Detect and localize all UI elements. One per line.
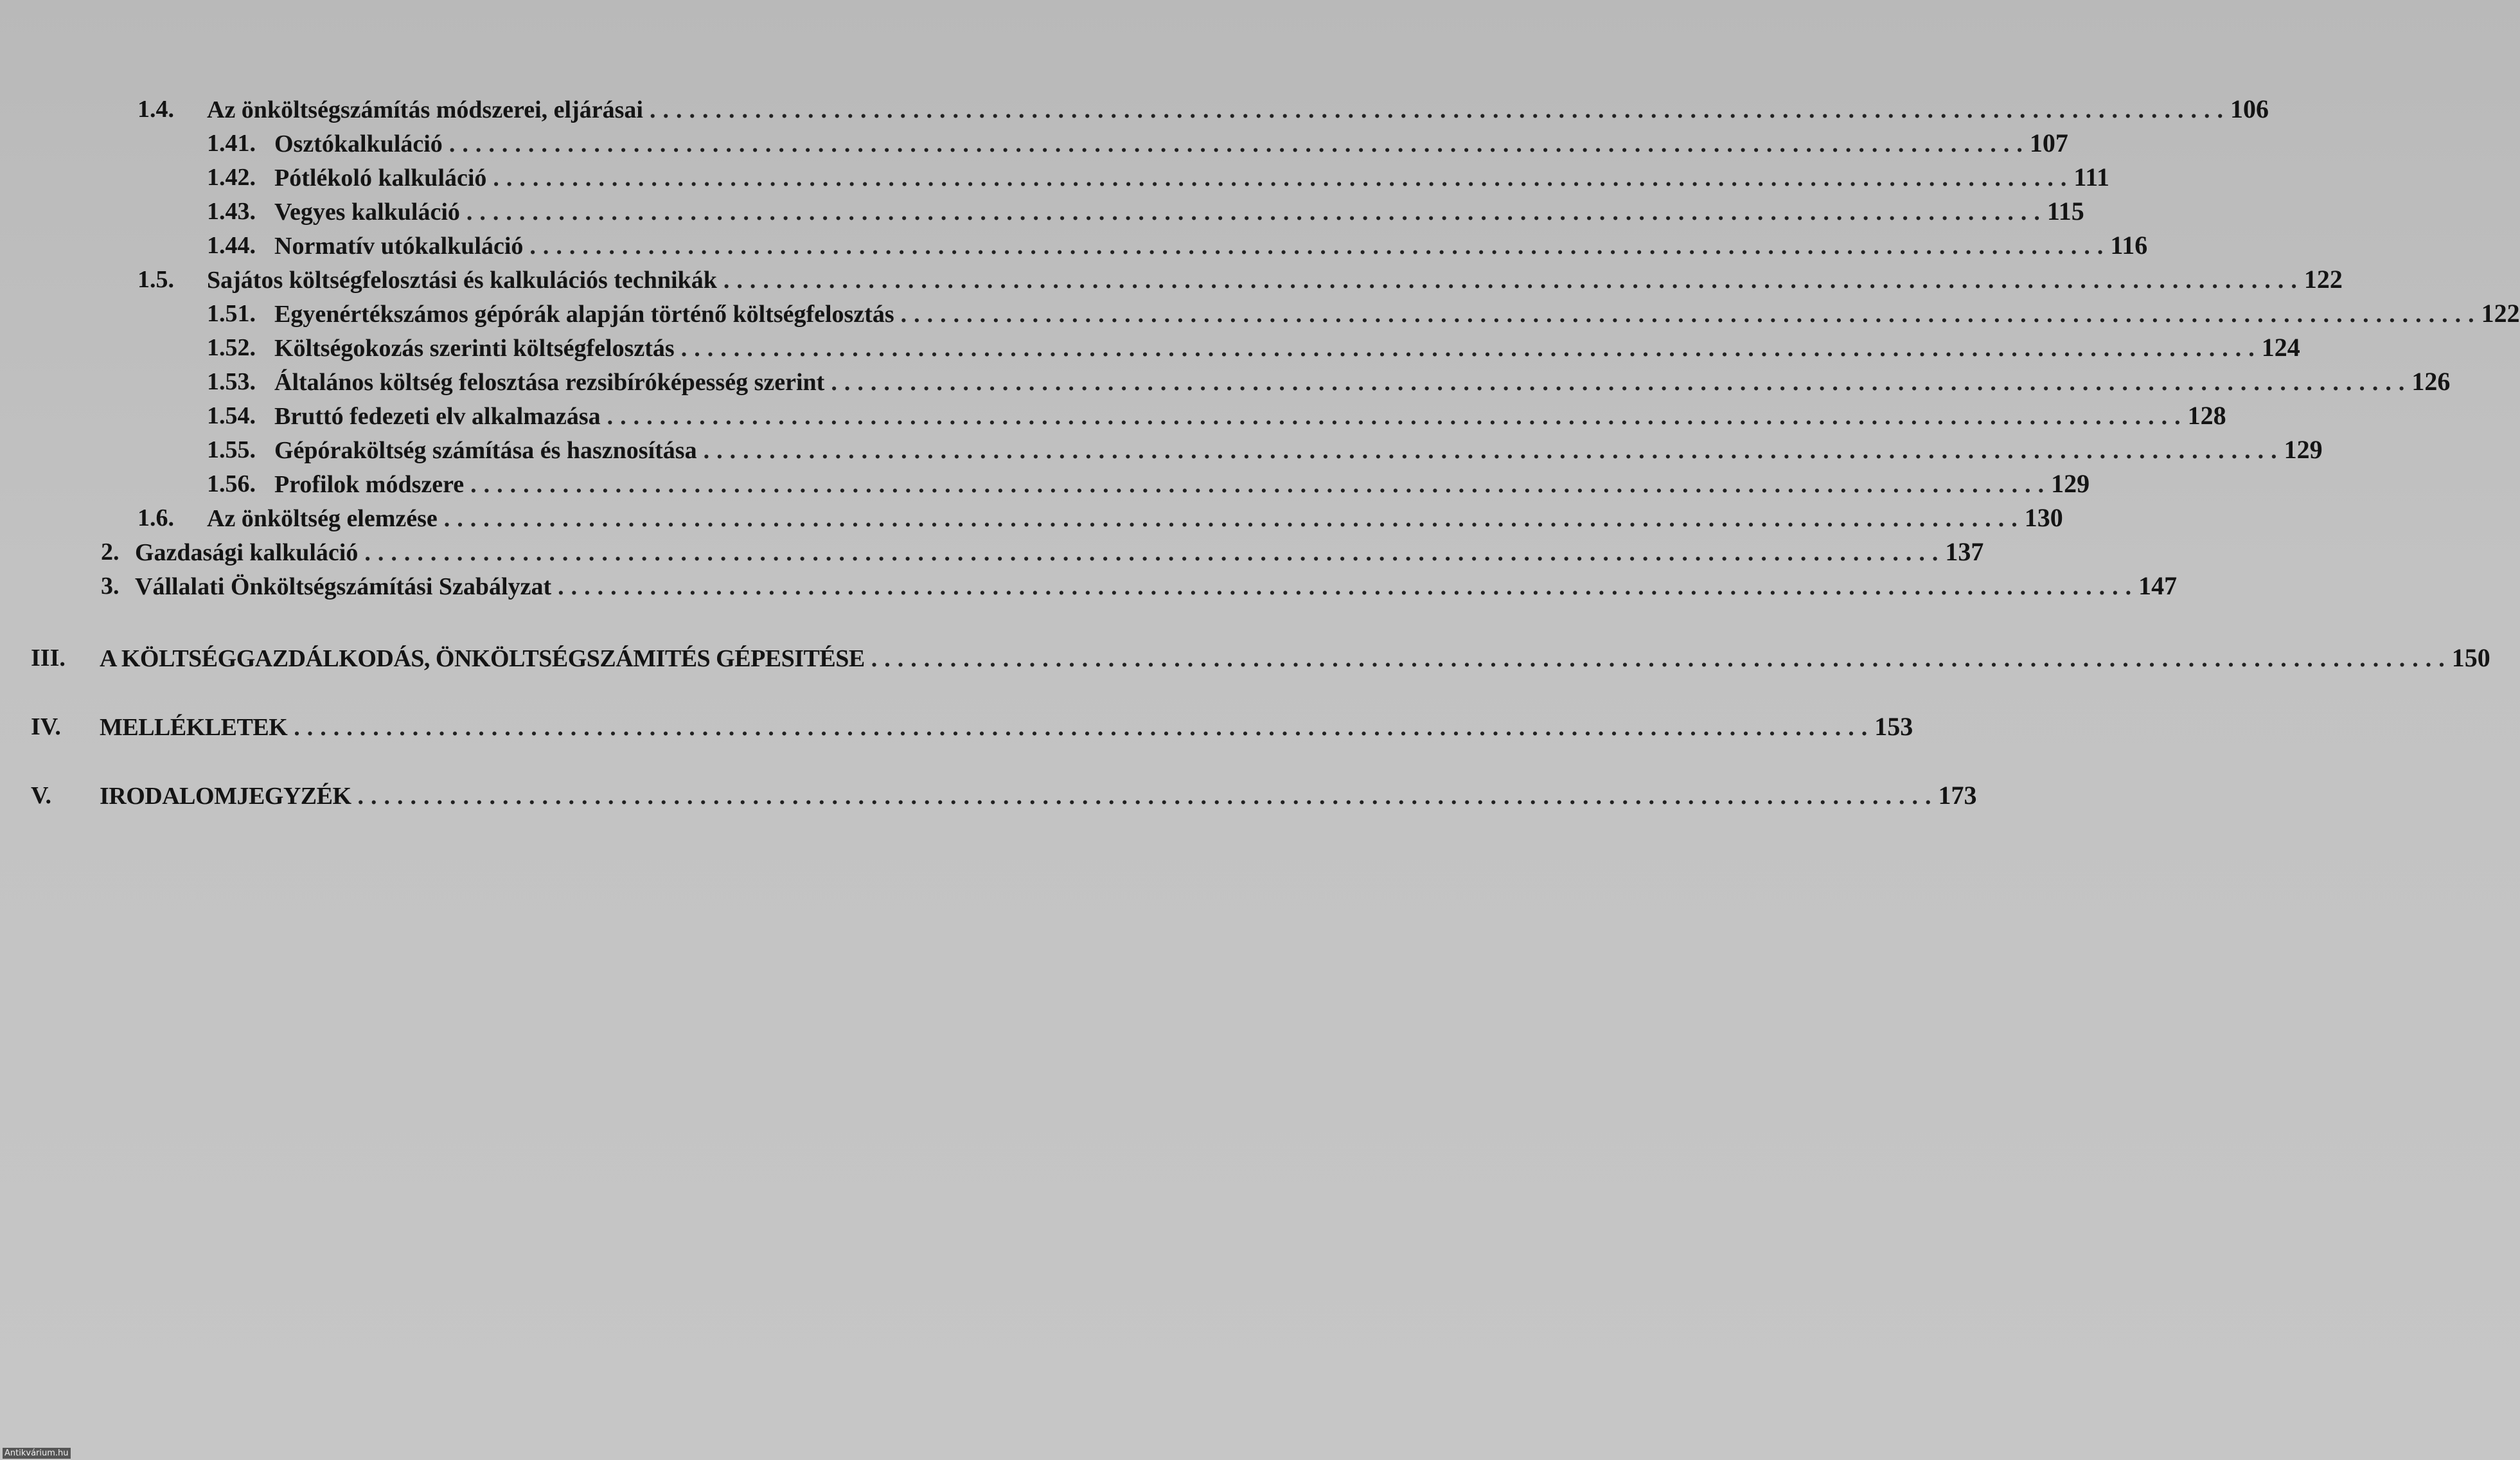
entry-line [274, 159, 2110, 196]
dot-leader: ........................................................................................................................ [443, 505, 2025, 532]
entry-page-number: 150 [2451, 643, 2490, 672]
entry-number: 1.43. [207, 198, 256, 225]
entry-title: Az önköltség elemzése [207, 505, 438, 532]
dot-leader: ........................................................................................................................ [703, 437, 2284, 464]
entry-number: 1.51. [207, 300, 256, 327]
entry-line [274, 432, 2323, 468]
dot-leader: ........................................................................................................................ [466, 199, 2047, 226]
entry-number: 1.41. [207, 130, 256, 157]
dot-leader: ........................................................................................................................ [723, 267, 2304, 294]
toc-entry [0, 778, 1977, 814]
entry-number: 1.53. [207, 368, 256, 395]
dot-leader: ........................................................................................................................ [871, 645, 2452, 672]
entry-title: Az önköltségszámítás módszerei, eljárásai [207, 96, 643, 123]
entry-title: Egyenértékszámos gépórák alapján történő költségfelosztás [274, 301, 894, 328]
entry-title: A KÖLTSÉGGAZDÁLKODÁS, ÖNKÖLTSÉGSZÁMITÉS GÉPESITÉSE [100, 645, 865, 672]
entry-line [100, 640, 2490, 677]
entry-number: 1.42. [207, 164, 256, 191]
entry-title: Költségokozás szerinti költségfelosztás [274, 335, 675, 362]
entry-line [274, 466, 2090, 503]
entry-title: IRODALOMJEGYZÉK [100, 783, 351, 810]
entry-page-number: 137 [1945, 537, 1984, 566]
entry-number: 1.54. [207, 402, 256, 429]
entry-number: 1.55. [207, 436, 256, 463]
entry-line [135, 534, 1984, 571]
entry-line [274, 125, 2068, 162]
dot-leader: ........................................................................................................................ [493, 165, 2074, 191]
entry-title: MELLÉKLETEK [100, 714, 288, 741]
entry-title: Pótlékoló kalkuláció [274, 165, 487, 191]
dot-leader: ........................................................................................................................ [900, 301, 2481, 328]
entry-page-number: 128 [2187, 401, 2226, 430]
dot-leader: ........................................................................................................................ [357, 783, 1939, 810]
toc-entry [0, 91, 2269, 127]
entry-title: Vállalati Önköltségszámítási Szabályzat [135, 573, 552, 600]
entry-number: 1.4. [138, 96, 174, 123]
toc-entry [0, 364, 2451, 400]
toc-entry [0, 262, 2343, 298]
dot-leader: ........................................................................................................................ [649, 96, 2230, 123]
entry-number: III. [31, 645, 66, 672]
entry-line [135, 568, 2178, 605]
toc-entry [0, 534, 1984, 570]
entry-line [207, 91, 2269, 128]
entry-line [274, 296, 2520, 332]
entry-page-number: 153 [1874, 712, 1913, 741]
entry-page-number: 122 [2303, 265, 2343, 294]
toc-entry [0, 568, 2178, 604]
dot-leader: ........................................................................................................................ [831, 369, 2412, 396]
entry-page-number: 129 [2051, 469, 2090, 498]
toc-entry [0, 709, 1913, 745]
entry-page-number: 111 [2073, 163, 2110, 191]
entry-number: IV. [31, 713, 61, 740]
entry-title: Normatív utókalkuláció [274, 233, 524, 260]
toc-entry [0, 398, 2226, 434]
entry-title: Bruttó fedezeti elv alkalmazása [274, 403, 601, 430]
entry-page-number: 106 [2230, 94, 2269, 123]
toc-entry [0, 330, 2300, 366]
entry-page-number: 115 [2046, 197, 2084, 226]
dot-leader: ........................................................................................................................ [294, 714, 1875, 741]
entry-line [100, 778, 1977, 814]
dot-leader: ........................................................................................................................ [448, 130, 2030, 157]
entry-title: Vegyes kalkuláció [274, 199, 460, 226]
entry-line [274, 193, 2084, 230]
entry-number: 3. [101, 573, 120, 600]
toc-entry [0, 296, 2520, 332]
toc-entry [0, 640, 2490, 676]
entry-page-number: 124 [2261, 333, 2300, 362]
toc-entry [0, 466, 2090, 502]
entry-number: V. [31, 782, 52, 809]
entry-title: Sajátos költségfelosztási és kalkulációs technikák [207, 267, 717, 294]
entry-line [207, 500, 2063, 537]
entry-number: 1.56. [207, 470, 256, 497]
entry-line [207, 262, 2343, 298]
dot-leader: ........................................................................................................................ [470, 471, 2052, 498]
entry-page-number: 116 [2110, 231, 2148, 260]
entry-title: Profilok módszere [274, 471, 465, 498]
entry-line [274, 398, 2226, 434]
dot-leader: ........................................................................................................................ [680, 335, 2262, 362]
entry-page-number: 173 [1938, 781, 1977, 810]
entry-page-number: 107 [2029, 129, 2068, 157]
entry-line [100, 709, 1913, 745]
entry-number: 1.52. [207, 334, 256, 361]
entry-title: Gazdasági kalkuláció [135, 539, 359, 566]
watermark: Antikvárium.hu [3, 1448, 71, 1459]
toc-entry [0, 125, 2068, 161]
entry-title: Osztókalkuláció [274, 130, 443, 157]
entry-page-number: 129 [2284, 435, 2323, 464]
entry-page-number: 147 [2138, 571, 2178, 600]
dot-leader: ........................................................................................................................ [529, 233, 2111, 260]
dot-leader: ........................................................................................................................ [558, 573, 2139, 600]
entry-line [274, 364, 2451, 400]
entry-page-number: 122 [2481, 299, 2520, 328]
entry-title: Gépóraköltség számítása és hasznosítása [274, 437, 697, 464]
toc-entry [0, 159, 2110, 195]
entry-title: Általános költség felosztása rezsibíróképesség szerint [274, 369, 825, 396]
entry-number: 1.44. [207, 232, 256, 259]
entry-number: 2. [101, 539, 120, 565]
toc-entry [0, 227, 2148, 263]
entry-line [274, 227, 2148, 264]
toc-entry [0, 193, 2084, 229]
entry-number: 1.5. [138, 266, 174, 293]
entry-page-number: 126 [2411, 367, 2451, 396]
dot-leader: ........................................................................................................................ [607, 403, 2188, 430]
toc-entry [0, 432, 2323, 468]
entry-line [274, 330, 2300, 366]
toc-entry [0, 500, 2063, 536]
entry-page-number: 130 [2024, 503, 2063, 532]
entry-number: 1.6. [138, 504, 174, 531]
dot-leader: ........................................................................................................................ [364, 539, 1946, 566]
